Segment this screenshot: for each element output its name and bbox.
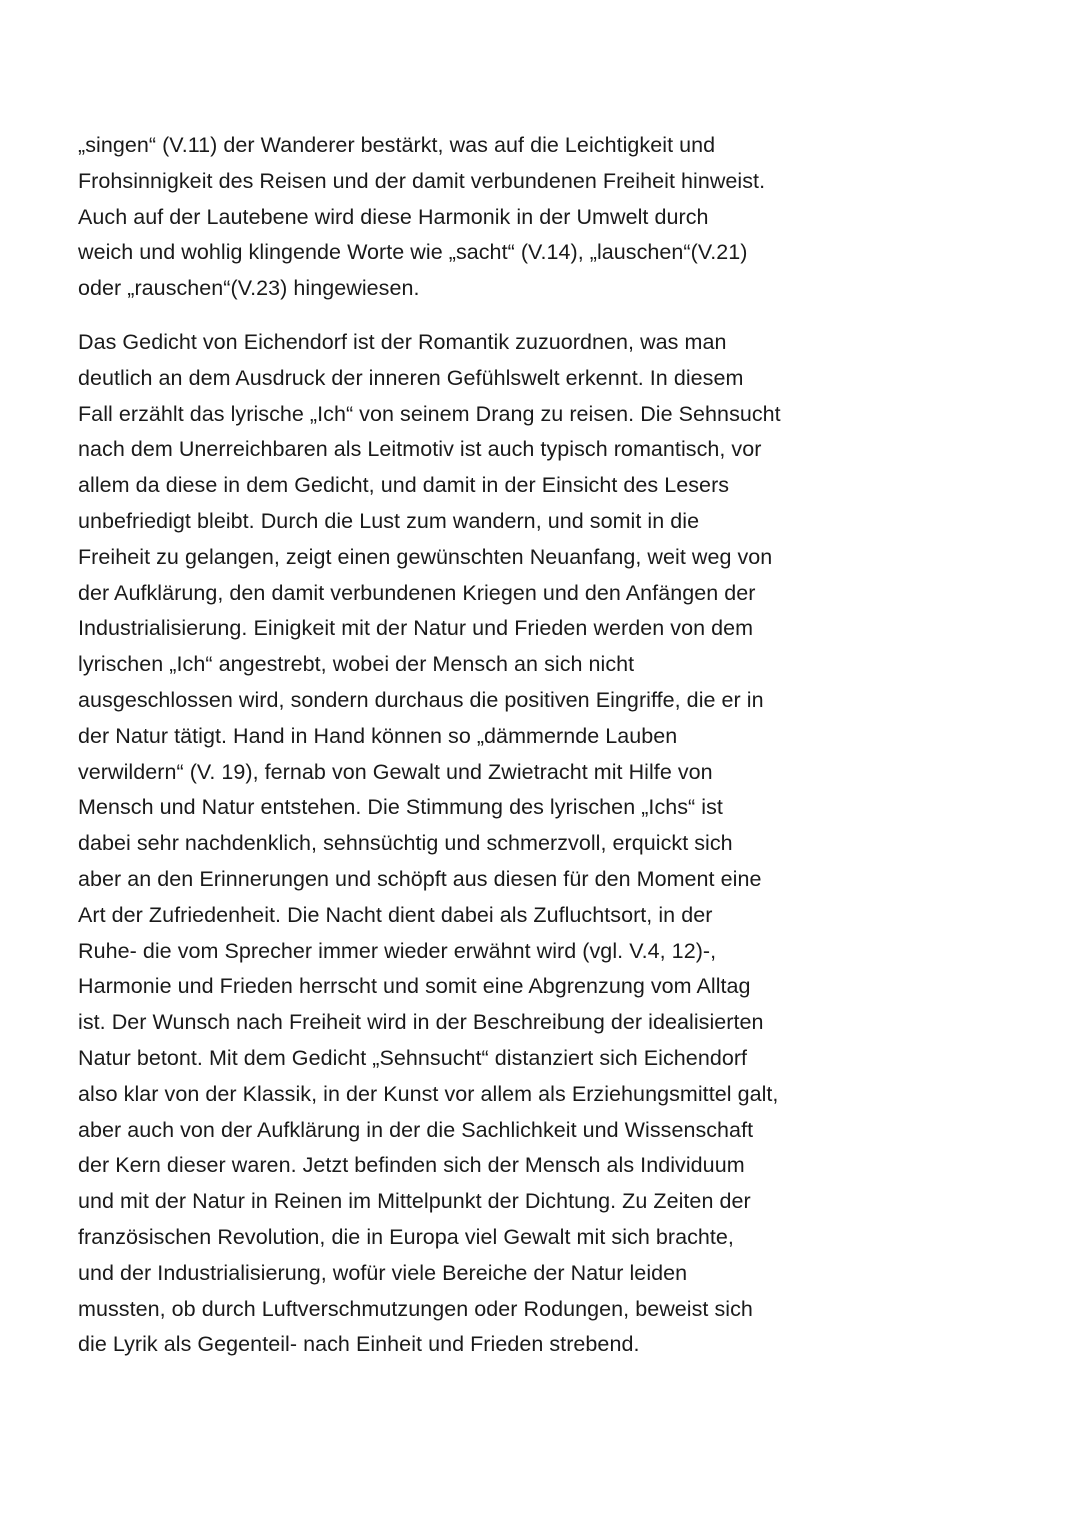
text-line: Freiheit zu gelangen, zeigt einen gewünschten Neuanfang, weit weg von [78,544,773,569]
text-line: und mit der Natur in Reinen im Mittelpunkt der Dichtung. Zu Zeiten der [78,1189,751,1214]
text-line: die Lyrik als Gegenteil- nach Einheit und Frieden strebend. [78,1332,640,1357]
text-line: nach dem Unerreichbaren als Leitmotiv ist auch typisch romantisch, vor [78,437,762,462]
text-line: „singen“ (V.11) der Wanderer bestärkt, was auf die Leichtigkeit und [78,133,716,157]
text-line: Harmonie und Frieden herrscht und somit eine Abgrenzung vom Alltag [78,974,751,999]
text-line: ist. Der Wunsch nach Freiheit wird in der Beschreibung der idealisierten [78,1010,764,1035]
text-line: Mensch und Natur entstehen. Die Stimmung des lyrischen „Ichs“ ist [78,795,723,820]
text-line: lyrischen „Ich“ angestrebt, wobei der Mensch an sich nicht [78,652,635,677]
text-line: Art der Zufriedenheit. Die Nacht dient dabei als Zufluchtsort, in der [78,902,713,927]
text-line: Frohsinnigkeit des Reisen und der damit verbundenen Freiheit hinweist. [78,168,766,193]
text-line: verwildern“ (V. 19), fernab von Gewalt und Zwietracht mit Hilfe von [78,759,713,784]
text-line: Natur betont. Mit dem Gedicht „Sehnsucht“ distanziert sich Eichendorf [78,1045,748,1070]
text-line: mussten, ob durch Luftverschmutzungen oder Rodungen, beweist sich [78,1296,753,1321]
text-line: der Aufklärung, den damit verbundenen Kriegen und den Anfängen der [78,580,756,605]
text-line: aber an den Erinnerungen und schöpft aus diesen für den Moment eine [78,866,762,891]
text-line: oder „rauschen“(V.23) hingewiesen. [78,276,420,301]
text-line: dabei sehr nachdenklich, sehnsüchtig und schmerzvoll, erquickt sich [78,831,733,856]
text-line: Das Gedicht von Eichendorf ist der Romantik zuzuordnen, was man [78,330,727,354]
paragraph-sound-analysis [78,128,878,307]
text-line: und der Industrialisierung, wofür viele Bereiche der Natur leiden [78,1260,688,1285]
text-line: Fall erzählt das lyrische „Ich“ von seinem Drang zu reisen. Die Sehnsucht [78,401,781,426]
text-line: aber auch von der Aufklärung in der die Sachlichkeit und Wissenschaft [78,1117,754,1142]
text-line: weich und wohlig klingende Worte wie „sacht“ (V.14), „lauschen“(V.21) [78,240,748,265]
text-line: französischen Revolution, die in Europa viel Gewalt mit sich brachte, [78,1224,734,1249]
paragraph-romanticism-context [78,325,878,1363]
text-line: allem da diese in dem Gedicht, und damit in der Einsicht des Lesers [78,473,730,498]
text-line: Auch auf der Lautebene wird diese Harmonik in der Umwelt durch [78,204,709,229]
text-line: deutlich an dem Ausdruck der inneren Gefühlswelt erkennt. In diesem [78,365,744,390]
text-line: Ruhe- die vom Sprecher immer wieder erwähnt wird (vgl. V.4, 12)-, [78,938,717,963]
text-line: also klar von der Klassik, in der Kunst vor allem als Erziehungsmittel galt, [78,1081,779,1106]
text-line: ausgeschlossen wird, sondern durchaus die positiven Eingriffe, die er in [78,687,764,712]
text-line: Industrialisierung. Einigkeit mit der Natur und Frieden werden von dem [78,616,754,641]
text-line: der Natur tätigt. Hand in Hand können so „dämmernde Lauben [78,723,678,748]
text-line: der Kern dieser waren. Jetzt befinden sich der Mensch als Individuum [78,1153,745,1178]
text-line: unbefriedigt bleibt. Durch die Lust zum wandern, und somit in die [78,508,700,533]
